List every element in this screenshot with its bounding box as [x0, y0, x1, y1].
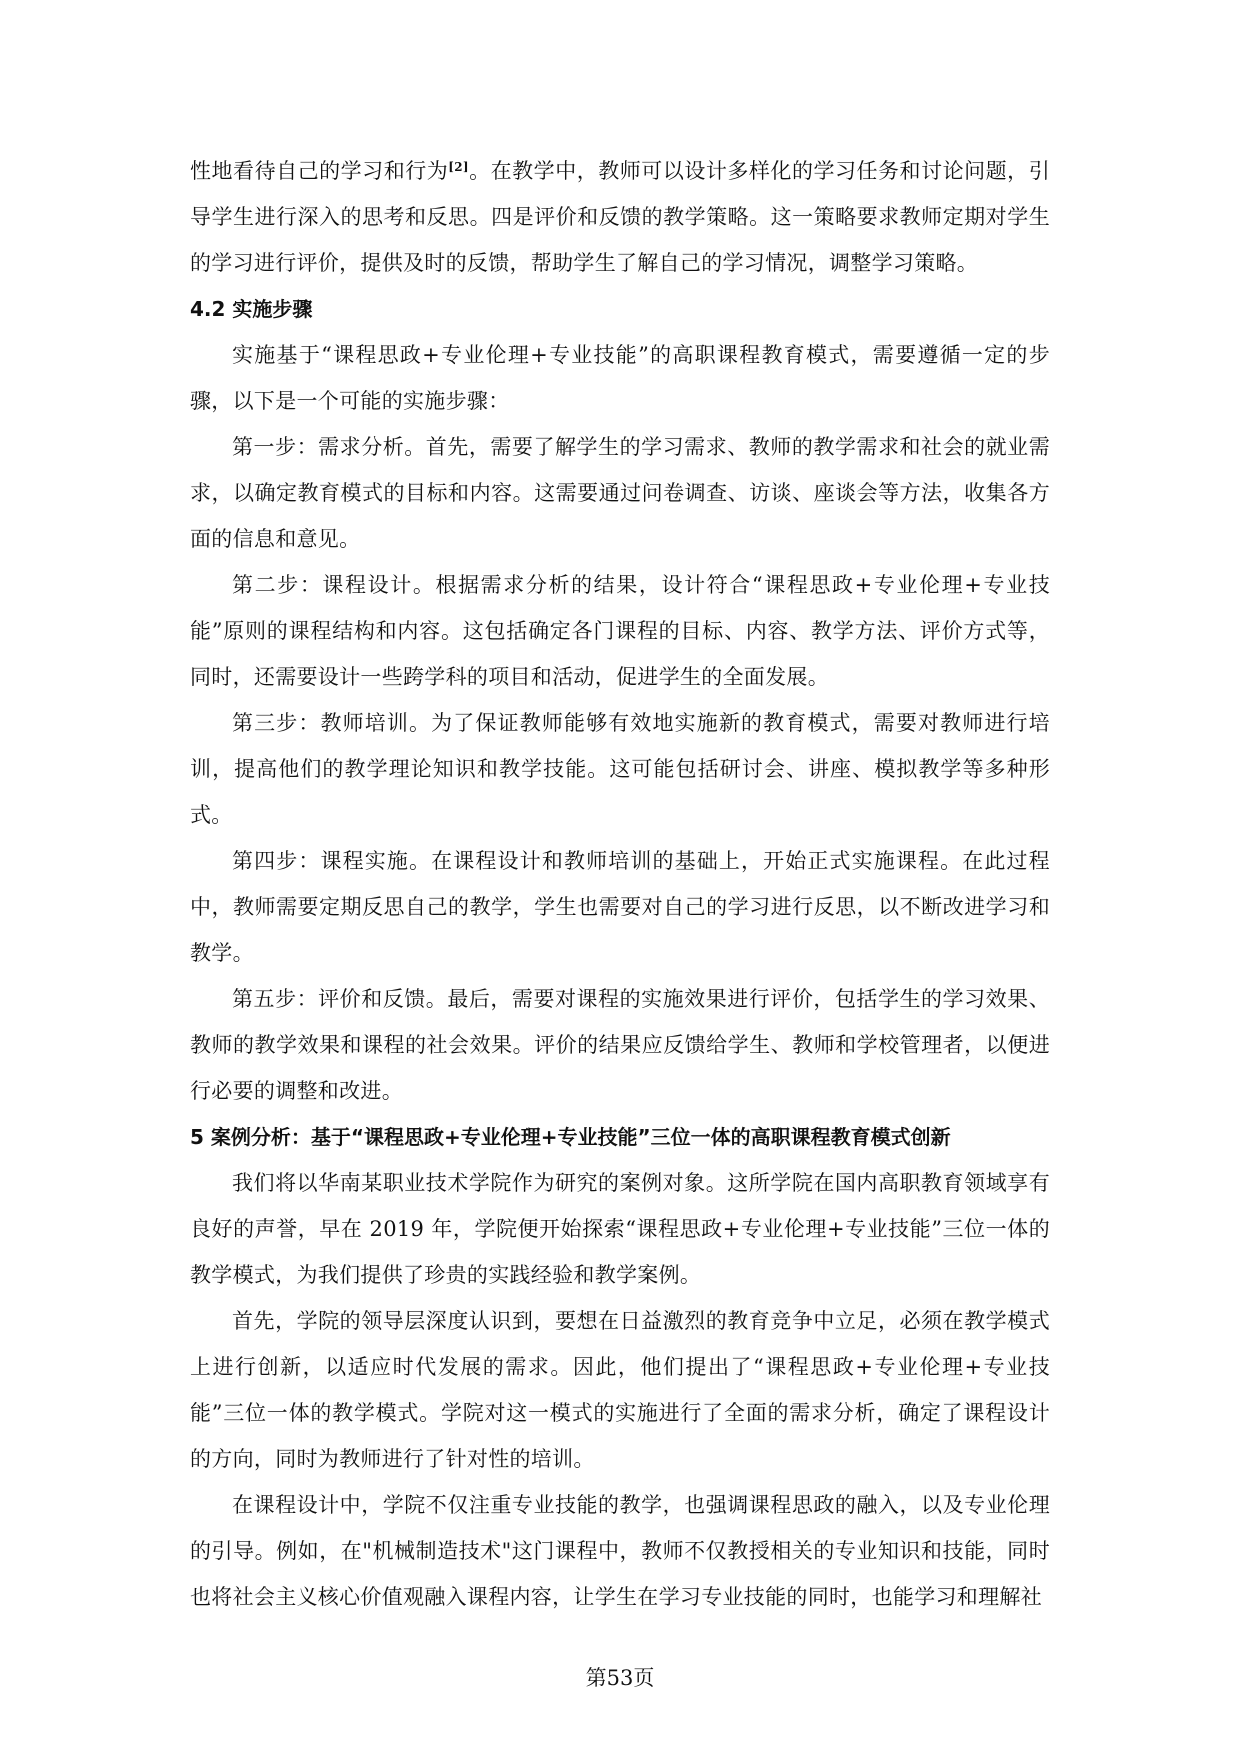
- page-number: 第53页: [585, 1666, 655, 1690]
- paragraph-text: 性地看待自己的学习和行为: [190, 159, 449, 183]
- paragraph-step-4: 第四步：课程实施。在课程设计和教师培训的基础上，开始正式实施课程。在此过程中，教师需要定期反思自己的教学，学生也需要对自己的学习进行反思，以不断改进学习和教学。: [190, 849, 1050, 965]
- paragraph-case-2: 首先，学院的领导层深度认识到，要想在日益激烈的教育竞争中立足，必须在教学模式上进行创新，以适应时代发展的需求。因此，他们提出了“课程思政+专业伦理+专业技能”三位一体的教学模式。学院对这一模式的实施进行了全面的需求分析，确定了课程设计的方向，同时为教师进行了针对性的培训。: [190, 1309, 1050, 1471]
- paragraph-step-1: 第一步：需求分析。首先，需要了解学生的学习需求、教师的教学需求和社会的就业需求，以确定教育模式的目标和内容。这需要通过问卷调查、访谈、座谈会等方法，收集各方面的信息和意见。: [190, 435, 1050, 551]
- citation-ref: [2]: [448, 160, 469, 174]
- paragraph-case-3: 在课程设计中，学院不仅注重专业技能的教学，也强调课程思政的融入，以及专业伦理的引导。例如，在"机械制造技术"这门课程中，教师不仅教授相关的专业知识和技能，同时也将社会主义核心价值观融入课程内容，让学生在学习专业技能的同时，也能学习和理解社: [190, 1493, 1050, 1609]
- paragraph-text: 。在教学中，教师可以设计多样化的学习任务和讨论问题，引导学生进行深入的思考和反思。四是评价和反馈的教学策略。这一策略要求教师定期对学生的学习进行评价，提供及时的反馈，帮助学生了解自己的学习情况，调整学习策略。: [190, 159, 1050, 275]
- paragraph-step-2: 第二步：课程设计。根据需求分析的结果，设计符合“课程思政+专业伦理+专业技能”原则的课程结构和内容。这包括确定各门课程的目标、内容、教学方法、评价方式等，同时，还需要设计一些跨学科的项目和活动，促进学生的全面发展。: [190, 573, 1050, 689]
- section-heading-5: 5 案例分析：基于“课程思政+专业伦理+专业技能”三位一体的高职课程教育模式创新: [190, 1125, 951, 1149]
- paragraph-case-1: 我们将以华南某职业技术学院作为研究的案例对象。这所学院在国内高职教育领域享有良好的声誉，早在 2019 年，学院便开始探索“课程思政+专业伦理+专业技能”三位一体的教学模式，为我们提供了珍贵的实践经验和教学案例。: [190, 1171, 1050, 1287]
- paragraph-step-5: 第五步：评价和反馈。最后，需要对课程的实施效果进行评价，包括学生的学习效果、教师的教学效果和课程的社会效果。评价的结果应反馈给学生、教师和学校管理者，以便进行必要的调整和改进。: [190, 987, 1050, 1103]
- paragraph-step-3: 第三步：教师培训。为了保证教师能够有效地实施新的教育模式，需要对教师进行培训，提高他们的教学理论知识和教学技能。这可能包括研讨会、讲座、模拟教学等多种形式。: [190, 711, 1050, 827]
- document-body: [190, 148, 1050, 1620]
- paragraph-intro: 实施基于“课程思政+专业伦理+专业技能”的高职课程教育模式，需要遵循一定的步骤，以下是一个可能的实施步骤：: [190, 343, 1050, 413]
- section-heading-4-2: 4.2 实施步骤: [190, 297, 313, 321]
- paragraph-continued: [190, 148, 1050, 286]
